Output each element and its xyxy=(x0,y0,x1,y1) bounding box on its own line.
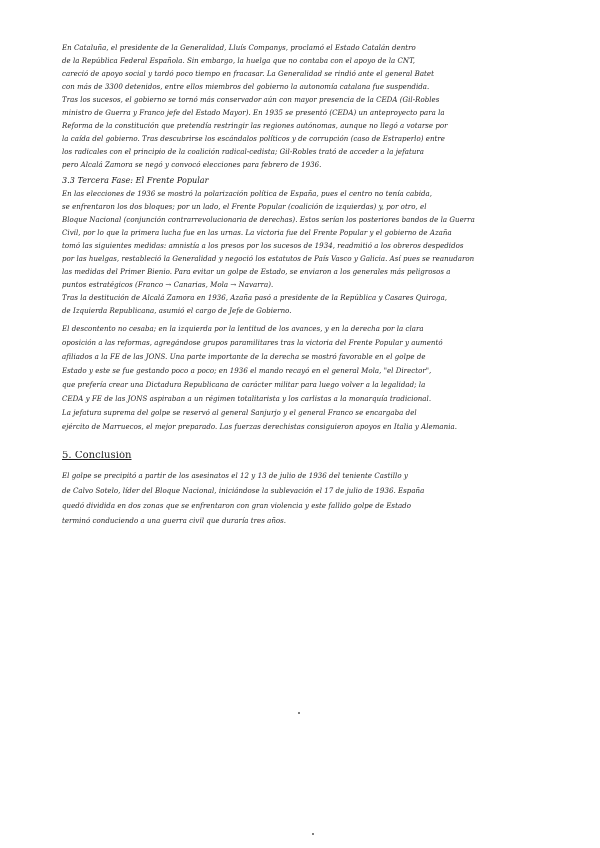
text-line: Tras la destitución de Alcalá Zamora en 1936, Azaña pasó a presidente de la República y Casares Quiroga, xyxy=(62,294,448,302)
text-line: El descontento no cesaba; en la izquierda por la lentitud de los avances, y en la derecha por la clara xyxy=(62,325,424,333)
text-line: ejército de Marruecos, el mejor preparado. Las fuerzas derechistas consiguieron apoyos en Italia y Alemania. xyxy=(62,423,457,431)
text-line: Civil, por lo que la primera lucha fue en las urnas. La victoria fue del Frente Popular y el gobierno de Azaña xyxy=(62,229,452,237)
speck-mark xyxy=(298,712,300,714)
text-line: Bloque Nacional (conjunción contrarrevolucionaria de derechas). Estos serían los posteriores bandos de la Guerra xyxy=(62,216,475,224)
text-line: con más de 3300 detenidos, entre ellos miembros del gobierno la autonomía catalana fue suspendida. xyxy=(62,83,430,91)
text-line: En las elecciones de 1936 se mostró la polarización política de España, pues el centro no tenía cabida, xyxy=(62,190,433,198)
text-line: de la República Federal Española. Sin embargo, la huelga que no contaba con el apoyo de la CNT, xyxy=(62,57,416,65)
text-line: la caída del gobierno. Tras descubrirse los escándalos políticos y de corrupción (caso de Estraperlo) entre xyxy=(62,135,445,143)
section-heading: 3.3 Tercera Fase: El Frente Popular xyxy=(62,176,209,185)
text-line: tomó las siguientes medidas: amnistía a los presos por los sucesos de 1934, readmitió a los obreros despedidos xyxy=(62,242,464,250)
text-line: En Cataluña, el presidente de la Generalidad, Lluís Companys, proclamó el Estado Catalán dentro xyxy=(62,44,416,52)
text-line: puntos estratégicos (Franco → Canarias, Mola → Navarra). xyxy=(62,281,274,289)
text-line: Tras los sucesos, el gobierno se tornó más conservador aún con mayor presencia de la CEDA (Gil-Robles xyxy=(62,96,440,104)
text-line: quedó dividida en dos zonas que se enfrentaron con gran violencia y este fallido golpe de Estado xyxy=(62,502,411,510)
text-line: se enfrentaron los dos bloques; por un lado, el Frente Popular (coalición de izquierdas) y, por otro, el xyxy=(62,203,427,211)
text-line: por las huelgas, restableció la Generalidad y negoció los estatutos de País Vasco y Galicia. Así pues se reanudaron xyxy=(62,255,475,263)
text-line: CEDA y FE de las JONS aspiraban a un régimen totalitarista y los carlistas a la monarquía tradicional. xyxy=(62,395,432,403)
text-line: La jefatura suprema del golpe se reservó al general Sanjurjo y el general Franco se encargaba del xyxy=(62,409,417,417)
text-line: Estado y este se fue gestando poco a poco; en 1936 el mando recayó en el general Mola, "el Director", xyxy=(62,367,432,375)
text-line: El golpe se precipitó a partir de los asesinatos el 12 y 13 de julio de 1936 del teniente Castillo y xyxy=(62,472,408,480)
section-title: 5. Conclusión xyxy=(62,451,132,461)
text-line: que prefería crear una Dictadura Republicana de carácter militar para luego volver a la legalidad; la xyxy=(62,381,426,389)
text-line: terminó conduciendo a una guerra civil que duraría tres años. xyxy=(62,517,287,525)
text-line: las medidas del Primer Bienio. Para evitar un golpe de Estado, se enviaron a los generales más peligrosos a xyxy=(62,268,451,276)
text-line: de Calvo Sotelo, líder del Bloque Nacional, iniciándose la sublevación el 17 de julio de 1936. España xyxy=(62,487,425,495)
speck-mark xyxy=(312,833,314,835)
text-line: oposición a las reformas, agregándose grupos paramilitares tras la victoria del Frente Popular y aumentó xyxy=(62,339,443,347)
text-line: ministro de Guerra y Franco jefe del Estado Mayor). En 1935 se presentó (CEDA) un anteproyecto para la xyxy=(62,109,445,117)
text-line: de Izquierda Republicana, asumió el cargo de Jefe de Gobierno. xyxy=(62,307,292,315)
text-line: Reforma de la constitución que pretendía restringir las regiones autónomas, aunque no llegó a votarse por xyxy=(62,122,448,130)
text-line: careció de apoyo social y tardó poco tiempo en fracasar. La Generalidad se rindió ante el general Batet xyxy=(62,70,434,78)
text-line: afiliados a la FE de las JONS. Una parte importante de la derecha se mostró favorable en el golpe de xyxy=(62,353,426,361)
text-line: los radicales con el principio de la coalición radical-cedista; Gil-Robles trató de acceder a la jefatura xyxy=(62,148,425,156)
text-line: pero Alcalá Zamora se negó y convocó elecciones para febrero de 1936. xyxy=(62,161,322,169)
